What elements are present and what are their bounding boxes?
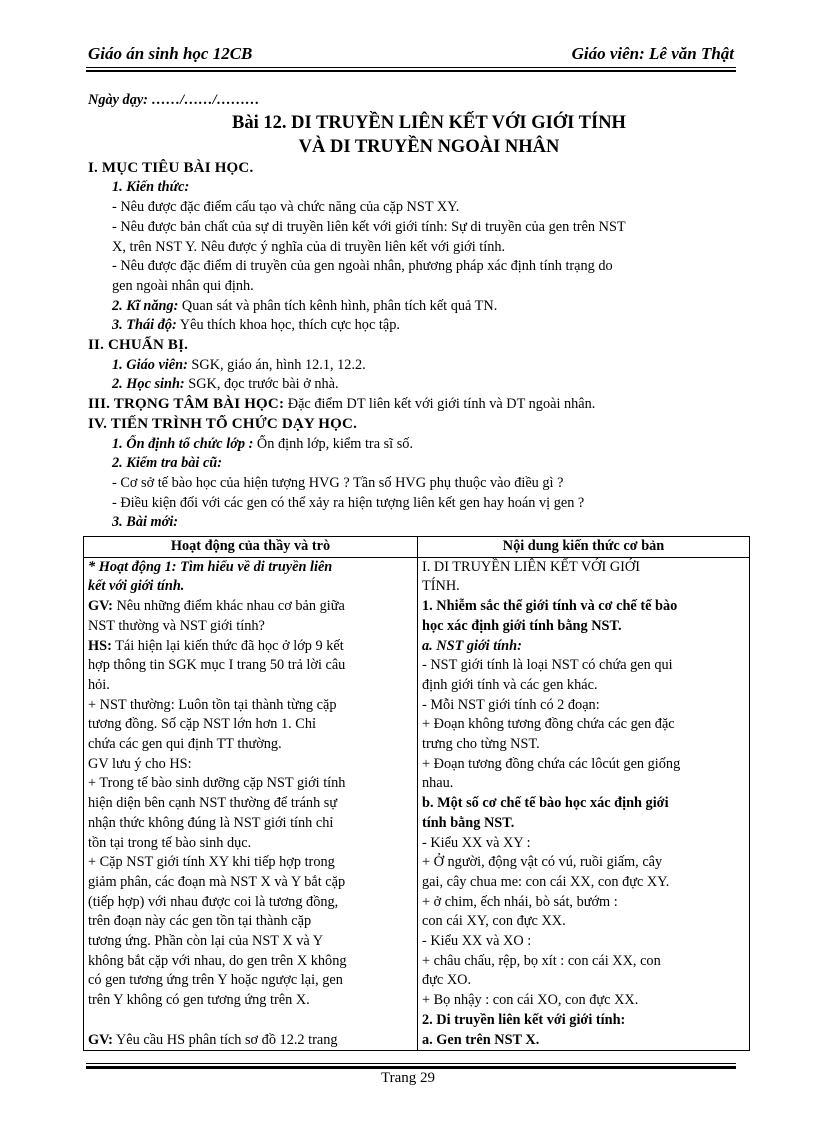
skill-text: Quan sát và phân tích kênh hình, phân tích kết quả TN. [178, 297, 498, 314]
col-header-activities: Hoạt động của thầy và trò [84, 537, 418, 558]
content-line: tính bằng NST. [422, 814, 515, 831]
new-lesson-label: 3. Bài mới: [112, 514, 179, 531]
content-line: định giới tính và các gen khác. [422, 676, 598, 693]
activity-line: hợp thông tin SGK mục I trang 50 trả lời câu [88, 657, 346, 674]
activity-line: * Hoạt động 1: Tìm hiểu về di truyền liên [88, 558, 333, 575]
activity-line: + Cặp NST giới tính XY khi tiếp hợp trong [88, 854, 335, 871]
content-line: 2. Di truyền liên kết với giới tính: [422, 1011, 626, 1028]
section-preparation: II. CHUẨN BỊ. [88, 337, 189, 354]
lesson-title-line-1: Bài 12. DI TRUYỀN LIÊN KẾT VỚI GIỚI TÍNH [232, 112, 626, 133]
knowledge-line: gen ngoài nhân qui định. [112, 277, 254, 294]
attitude-line [88, 316, 730, 336]
activity-line [88, 597, 413, 617]
activity-line: + NST thường: Luôn tồn tại thành từng cặp [88, 696, 337, 713]
content-line: nhau. [422, 775, 454, 792]
content-line: học xác định giới tính bằng NST. [422, 617, 622, 634]
skill-line [88, 297, 730, 317]
content-cell [418, 557, 750, 1051]
content-line: b. Một số cơ chế tế bào học xác định giới [422, 795, 669, 812]
knowledge-line: X, trên NST Y. Nêu được ý nghĩa của di truyền liên kết với giới tính. [112, 238, 506, 255]
header-course: Giáo án sinh học 12CB [88, 44, 253, 63]
activity-line: trên Y không có gen tương ứng trên X. [88, 992, 310, 1009]
knowledge-line: - Nêu được bản chất của sự di truyền liên kết với giới tính: Sự di truyền của gen trên NST [112, 218, 626, 235]
lesson-title-line-2: VÀ DI TRUYỀN NGOÀI NHÂN [298, 136, 560, 157]
attitude-text: Yêu thích khoa học, thích cực học tập. [176, 317, 400, 334]
activities-cell [84, 557, 418, 1051]
content-line: I. DI TRUYỀN LIÊN KẾT VỚI GIỚI [422, 558, 640, 575]
content-line: gai, cây chua me: con cái XX, con đực XY. [422, 873, 670, 890]
knowledge-line: - Nêu được đặc điểm cấu tạo và chức năng của cặp NST XY. [112, 199, 460, 216]
footer-rule-thick [86, 1066, 736, 1069]
activity-line: tương ứng. Phần còn lại của NST X và Y [88, 933, 324, 950]
header-teacher: Giáo viên: Lê văn Thật [571, 44, 734, 63]
activity-line: trên đoạn này các gen tồn tại thành cặp [88, 913, 312, 930]
page-header [88, 44, 734, 68]
activity-text: Yêu cầu HS phân tích sơ đồ 12.2 trang [112, 1031, 338, 1048]
activity-line: chứa các gen qui định TT thường. [88, 736, 282, 753]
activity-line: hỏi. [88, 676, 110, 693]
section-focus [88, 395, 730, 415]
content-line: + Bọ nhậy : con cái XO, con đực XX. [422, 992, 639, 1009]
section-objectives: I. MỤC TIÊU BÀI HỌC. [88, 159, 254, 176]
activity-speaker: HS: [88, 637, 112, 654]
student-line [88, 375, 730, 395]
activity-text: Tái hiện lại kiến thức đã học ở lớp 9 kết [111, 637, 344, 654]
content-line: - Mỗi NST giới tính có 2 đoạn: [422, 696, 600, 713]
content-line: + Đoạn tương đồng chứa các lôcút gen giống [422, 755, 681, 772]
activity-speaker: GV: [88, 1031, 113, 1048]
content-line: - Kiểu XX và XY : [422, 834, 531, 851]
content-line: a. Gen trên NST X. [422, 1031, 540, 1048]
check-question: - Cơ sở tế bào học của hiện tượng HVG ? Tần số HVG phụ thuộc vào điều gì ? [112, 474, 564, 491]
activity-line: (tiếp hợp) với nhau được coi là tương đồng, [88, 893, 339, 910]
activity-line: không bắt cặp với nhau, do gen trên X không [88, 952, 347, 969]
header-rule-thick [86, 70, 736, 72]
teacher-label: 1. Giáo viên: [112, 356, 188, 373]
table-header-row [84, 537, 750, 558]
activity-line: NST thường và NST giới tính? [88, 617, 265, 634]
content-line: a. NST giới tính: [422, 637, 522, 654]
teacher-line [88, 356, 730, 376]
activity-line [88, 637, 413, 657]
lesson-table [83, 536, 750, 1051]
section-procedure: IV. TIẾN TRÌNH TỔ CHỨC DẠY HỌC. [88, 415, 358, 432]
activity-line: kết với giới tính. [88, 578, 185, 595]
content-line: 1. Nhiễm sắc thể giới tính và cơ chế tế bào [422, 598, 678, 615]
activity-line: tương đồng. Số cặp NST lớn hơn 1. Chỉ [88, 716, 316, 733]
content-line: con cái XY, con đực XX. [422, 913, 566, 930]
content-line: + Ở người, động vật có vú, ruồi giấm, cây [422, 854, 663, 871]
document-body [88, 91, 730, 533]
focus-label: III. TRỌNG TÂM BÀI HỌC: [88, 396, 285, 413]
activity-text: Nêu những điểm khác nhau cơ bản giữa [112, 598, 345, 615]
knowledge-label: 1. Kiến thức: [112, 179, 190, 196]
content-line: + châu chấu, rệp, bọ xít : con cái XX, con [422, 952, 661, 969]
activity-line: giảm phân, các đoạn mà NST X và Y bắt cặp [88, 873, 346, 890]
activity-line: GV lưu ý cho HS: [88, 755, 192, 772]
activity-line [88, 1031, 413, 1051]
activity-line: có gen tương ứng trên Y hoặc ngược lại, gen [88, 972, 343, 989]
content-line: - Kiểu XX và XO : [422, 933, 532, 950]
page-number: Trang 29 [380, 1070, 436, 1086]
content-line: - NST giới tính là loại NST có chứa gen qui [422, 657, 673, 674]
table-row [84, 557, 750, 1051]
footer-rule-thin [86, 1063, 736, 1064]
activity-line: + Trong tế bào sinh dưỡng cặp NST giới tính [88, 775, 346, 792]
content-line: đực XO. [422, 972, 472, 989]
student-label: 2. Học sinh: [112, 376, 185, 393]
content-line: + ở chim, ếch nhái, bò sát, bướm : [422, 893, 618, 910]
org-line [88, 435, 730, 455]
activity-line: tồn tại trong tế bào sinh dục. [88, 834, 252, 851]
content-line: + Đoạn không tương đồng chứa các gen đặc [422, 716, 675, 733]
attitude-label: 3. Thái độ: [112, 317, 177, 334]
skill-label: 2. Kĩ năng: [112, 297, 179, 314]
focus-text: Đặc điểm DT liên kết với giới tính và DT ngoài nhân. [284, 396, 596, 413]
student-text: SGK, đọc trước bài ở nhà. [184, 376, 339, 393]
activity-line [88, 1011, 413, 1031]
col-header-content: Nội dung kiến thức cơ bản [418, 537, 750, 558]
knowledge-line: - Nêu được đặc điểm di truyền của gen ngoài nhân, phương pháp xác định tính trạng do [112, 258, 613, 275]
content-line: TÍNH. [422, 578, 460, 595]
header-rule-thin [86, 67, 736, 68]
org-text: Ổn định lớp, kiểm tra sĩ số. [253, 435, 414, 452]
activity-line: nhận thức không đúng là NST giới tính chỉ [88, 814, 334, 831]
date-line: Ngày dạy: ……/……/……… [88, 92, 260, 108]
content-line: trưng cho từng NST. [422, 736, 540, 753]
teacher-text: SGK, giáo án, hình 12.1, 12.2. [187, 356, 366, 373]
check-question: - Điều kiện đối với các gen có thể xảy ra hiện tượng liên kết gen hay hoán vị gen ? [112, 494, 585, 511]
org-label: 1. Ổn định tổ chức lớp : [112, 435, 254, 452]
activity-speaker: GV: [88, 598, 113, 615]
check-label: 2. Kiểm tra bài cũ: [112, 455, 223, 472]
activity-line: hiện diện bên cạnh NST thường để tránh sự [88, 795, 338, 812]
